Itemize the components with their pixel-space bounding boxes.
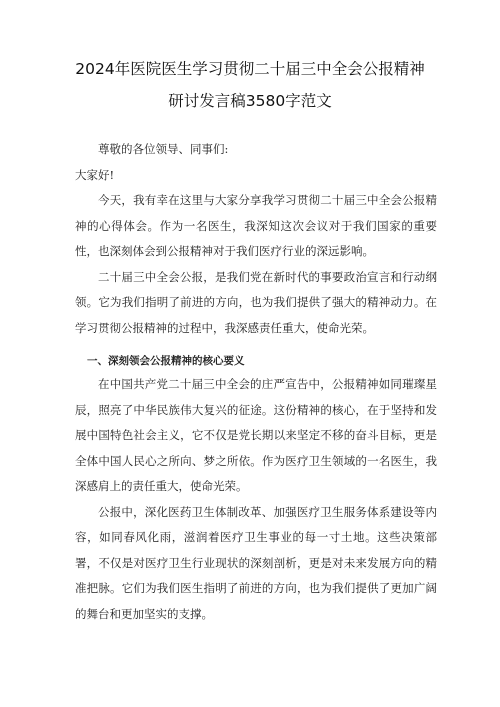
document-title-line-1: 2024年医院医生学习贯彻二十届三中全会公报精神 — [75, 60, 425, 78]
section-paragraph-1: 在中国共产党二十届三中全会的庄严宣告中，公报精神如同璀璨星辰，照亮了中华民族伟大复兴的征途。这份精神的核心，在于坚持和发展中国特色社会主义，它不仅是党长期以来坚定不移的奋斗目标，更是全体中国人民心之所向、梦之所依。作为医疗卫生领域的一名医生，我深感肩上的责任重大，使命光荣。 — [75, 377, 437, 493]
section-heading: 一、深刻领会公报精神的核心要义 — [87, 355, 245, 367]
greeting: 大家好! — [75, 167, 115, 182]
section-1 — [75, 351, 437, 371]
paragraph-2: 二十届三中全会公报，是我们党在新时代的事要政治宣言和行动纲领。它为我们指明了前进的方向，也为我们提供了强大的精神动力。在学习贯彻公报精神的过程中，我深感责任重大，使命光荣。 — [75, 269, 437, 335]
document-body — [75, 137, 437, 341]
section-paragraph-2: 公报中，深化医药卫生体制改革、加强医疗卫生服务体系建设等内容，如同春风化雨，滋润着医疗卫生事业的每一寸土地。这些决策部署，不仅是对医疗卫生行业现状的深刻剖析，更是对未来发展方向的精准把脉。它们为我们医生指明了前进的方向，也为我们提供了更加广阔的舞台和更加坚实的支撑。 — [75, 504, 437, 621]
document-title-line-2: 研讨发言稿3580字范文 — [168, 92, 332, 110]
section-1-body — [75, 372, 437, 627]
paragraph-1: 今天，我有幸在这里与大家分享我学习贯彻二十届三中全会公报精神的心得体会。作为一名医生，我深知这次会议对于我们国家的重要性，也深刻体会到公报精神对于我们医疗行业的深远影响。 — [75, 193, 437, 258]
salutation: 尊敬的各位领导、同事们: — [98, 142, 229, 156]
